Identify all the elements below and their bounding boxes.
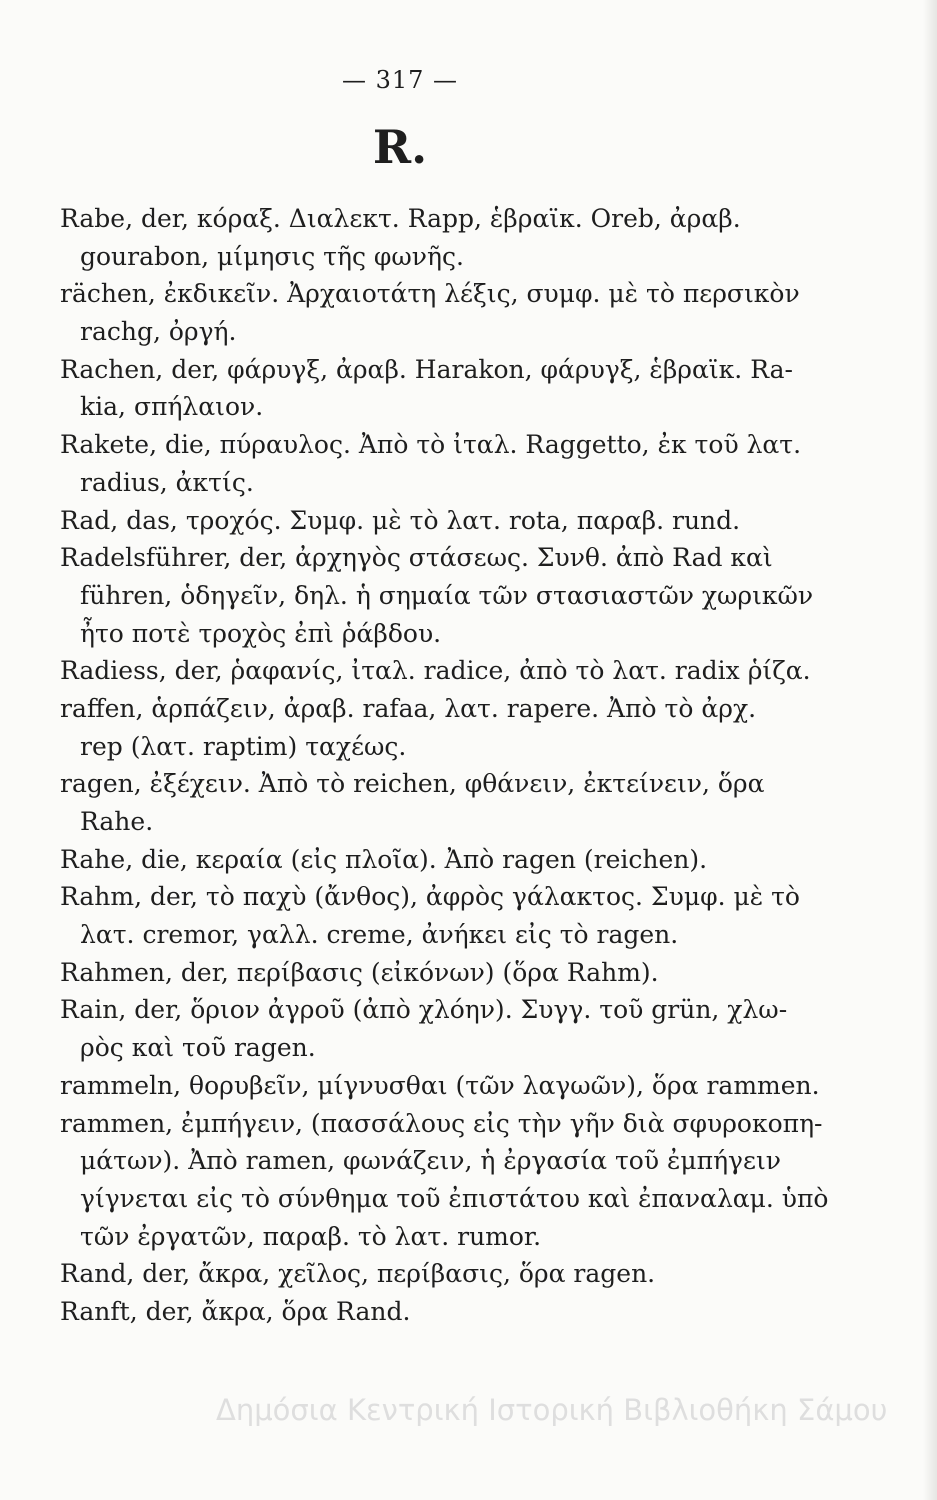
entry-line: raffen, ἁρπάζειν, ἀραβ. rafaa, λατ. rapere. Ἀπὸ τὸ ἀρχ.	[60, 693, 757, 723]
entry-line: rammeln, θορυβεῖν, μίγνυσθαι (τῶν λαγωῶν), ὅρα rammen.	[60, 1070, 820, 1100]
entry-line: Rahm, der, τὸ παχὺ (ἄνθος), ἀφρὸς γάλακτος. Συμφ. μὲ τὸ	[60, 882, 800, 912]
page-edge-shadow	[923, 0, 937, 1500]
entry-line: rächen, ἐκδικεῖν. Ἀρχαιοτάτη λέξις, συμφ. μὲ τὸ περσικὸν	[60, 279, 800, 309]
entry-line: Rad, das, τροχός. Συμφ. μὲ τὸ λατ. rota, παραβ. rund.	[60, 505, 741, 535]
entry-line: μάτων). Ἀπὸ ramen, φωνάζειν, ἡ ἐργασία τοῦ ἐμπήγειν	[80, 1146, 781, 1176]
page-number: — 317 —	[341, 66, 459, 94]
entry-line: Rand, der, ἄκρα, χεῖλος, περίβασις, ὅρα ragen.	[60, 1259, 656, 1289]
entry-line: Rabe, der, κόραξ. Διαλεκτ. Rapp, ἑβραϊκ. Oreb, ἀραβ.	[60, 204, 741, 233]
entry-line: Rain, der, ὅριον ἀγροῦ (ἀπὸ χλόην). Συγγ. τοῦ grün, χλω-	[60, 995, 788, 1025]
entry-line: τῶν ἐργατῶν, παραβ. τὸ λατ. rumor.	[80, 1221, 542, 1251]
dictionary-entries	[60, 200, 829, 1331]
library-watermark: Δημόσια Κεντρική Ιστορική Βιβλιοθήκη Σάμου	[216, 1393, 888, 1427]
entry-line: radius, ἀκτίς.	[80, 467, 254, 497]
entry-line: gourabon, μίμησις τῆς φωνῆς.	[80, 241, 464, 271]
entry-line: ρὸς καὶ τοῦ ragen.	[80, 1033, 316, 1063]
entry-line: Rahmen, der, περίβασις (εἰκόνων) (ὅρα Rahm).	[60, 957, 659, 987]
section-letter-heading: R.	[372, 120, 428, 174]
entry-line: ἦτο ποτὲ τροχὸς ἐπὶ ῥάβδου.	[80, 618, 442, 648]
entry-line: rachg, ὀργή.	[80, 317, 237, 347]
entry-line: Rakete, die, πύραυλος. Ἀπὸ τὸ ἰταλ. Raggetto, ἐκ τοῦ λατ.	[60, 430, 802, 460]
entry-line: Ranft, der, ἄκρα, ὅρα Rand.	[60, 1296, 411, 1326]
entry-line: führen, ὁδηγεῖν, δηλ. ἡ σημαία τῶν στασιαστῶν χωρικῶν	[80, 580, 814, 610]
entry-line: γίγνεται εἰς τὸ σύνθημα τοῦ ἐπιστάτου καὶ ἐπαναλαμ. ὑπὸ	[80, 1183, 829, 1213]
entry-line: Rachen, der, φάρυγξ, ἀραβ. Harakon, φάρυγξ, ἑβραϊκ. Ra-	[60, 354, 793, 384]
entry-line: Radelsführer, der, ἀρχηγὸς στάσεως. Συνθ. ἀπὸ Rad καὶ	[60, 543, 773, 573]
entry-line: λατ. cremor, γαλλ. creme, ἀνήκει εἰς τὸ ragen.	[80, 920, 679, 950]
entry-line: Rahe.	[80, 807, 154, 836]
entry-line: kia, σπήλαιον.	[80, 392, 264, 422]
entry-line: ragen, ἐξέχειν. Ἀπὸ τὸ reichen, φθάνειν, ἐκτείνειν, ὅρα	[60, 769, 765, 799]
entry-line: rep (λατ. raptim) ταχέως.	[80, 731, 407, 761]
entry-line: Rahe, die, κεραία (εἰς πλοῖα). Ἀπὸ ragen (reichen).	[60, 844, 708, 874]
entry-line: Radiess, der, ῥαφανίς, ἰταλ. radice, ἀπὸ τὸ λατ. radix ῥίζα.	[60, 656, 811, 686]
entry-line: rammen, ἐμπήγειν, (πασσάλους εἰς τὴν γῆν διὰ σφυροκοπη-	[60, 1108, 823, 1138]
